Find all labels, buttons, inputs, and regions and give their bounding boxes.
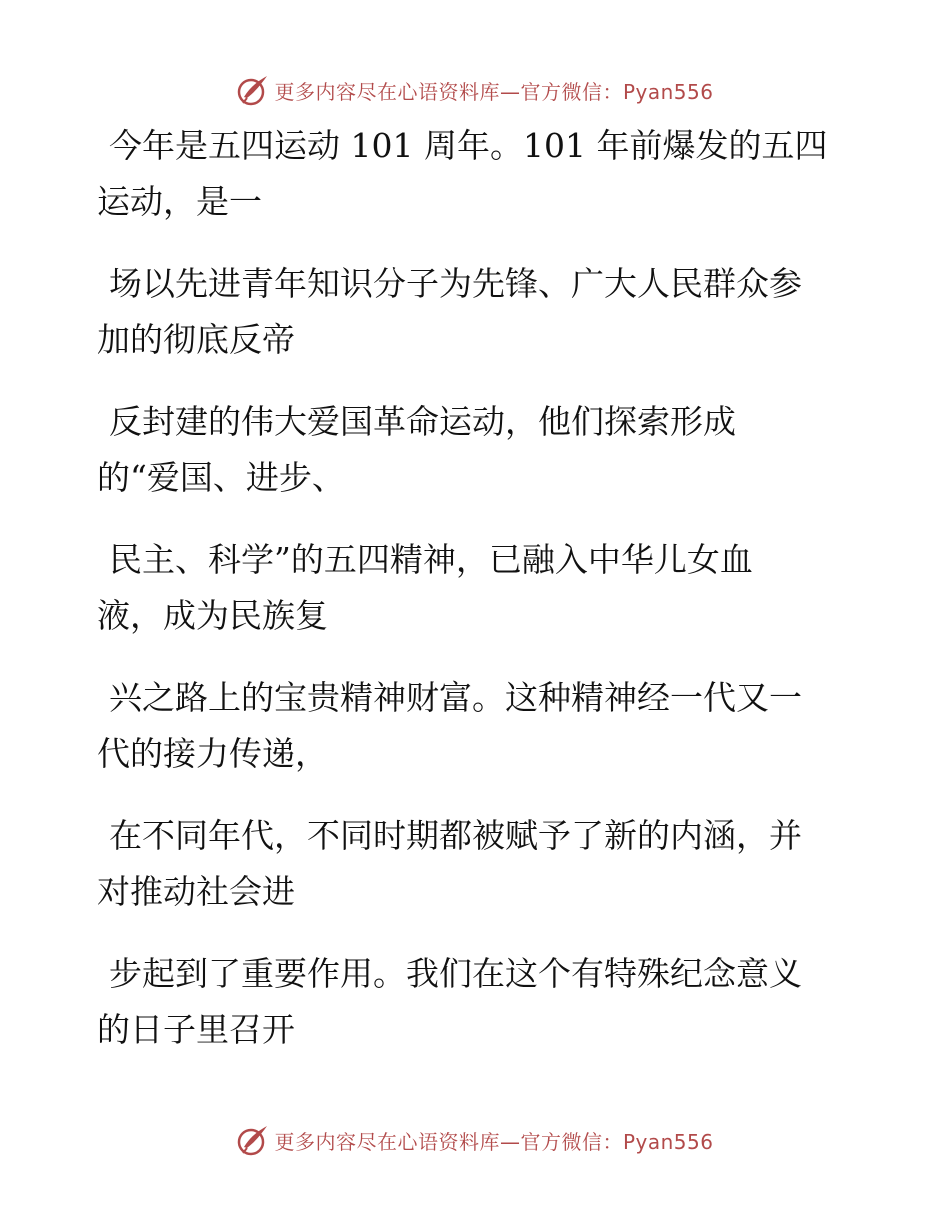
feather-pen-logo-icon: [236, 1123, 270, 1157]
paragraph-line: 的日子里召开: [97, 1010, 295, 1049]
paragraph-7: [97, 946, 857, 1058]
paragraph-4: [97, 532, 857, 644]
paragraph-3: [97, 394, 857, 506]
paragraph-line: 步起到了重要作用。我们在这个有特殊纪念意义: [109, 954, 802, 993]
paragraph-line: 民主、科学”的五四精神，已融入中华儿女血: [109, 540, 753, 579]
footer-banner: [0, 1120, 950, 1160]
paragraph-line: 加的彻底反帝: [97, 320, 295, 359]
paragraph-line: 兴之路上的宝贵精神财富。这种精神经一代又一: [109, 678, 802, 717]
header-banner: [0, 70, 950, 110]
paragraph-2: [97, 256, 857, 368]
header-banner-text: 更多内容尽在心语资料库—官方微信：Pyan556: [274, 79, 714, 104]
paragraph-line: 液，成为民族复: [97, 596, 328, 635]
paragraph-line: 运动，是一: [97, 182, 262, 221]
paragraph-line: 代的接力传递，: [97, 734, 328, 773]
paragraph-1: [97, 118, 857, 230]
paragraph-line: 今年是五四运动 101 周年。101 年前爆发的五四: [109, 126, 828, 165]
footer-banner-text: 更多内容尽在心语资料库—官方微信：Pyan556: [274, 1129, 714, 1154]
paragraph-6: [97, 808, 857, 920]
paragraph-line: 对推动社会进: [97, 872, 295, 911]
paragraph-line: 反封建的伟大爱国革命运动，他们探索形成: [109, 402, 736, 441]
paragraph-line: 场以先进青年知识分子为先锋、广大人民群众参: [109, 264, 802, 303]
document-body: [97, 118, 857, 1058]
paragraph-5: [97, 670, 857, 782]
feather-pen-logo-icon: [236, 73, 270, 107]
paragraph-line: 的“爱国、进步、: [97, 458, 345, 497]
paragraph-line: 在不同年代，不同时期都被赋予了新的内涵，并: [109, 816, 802, 855]
